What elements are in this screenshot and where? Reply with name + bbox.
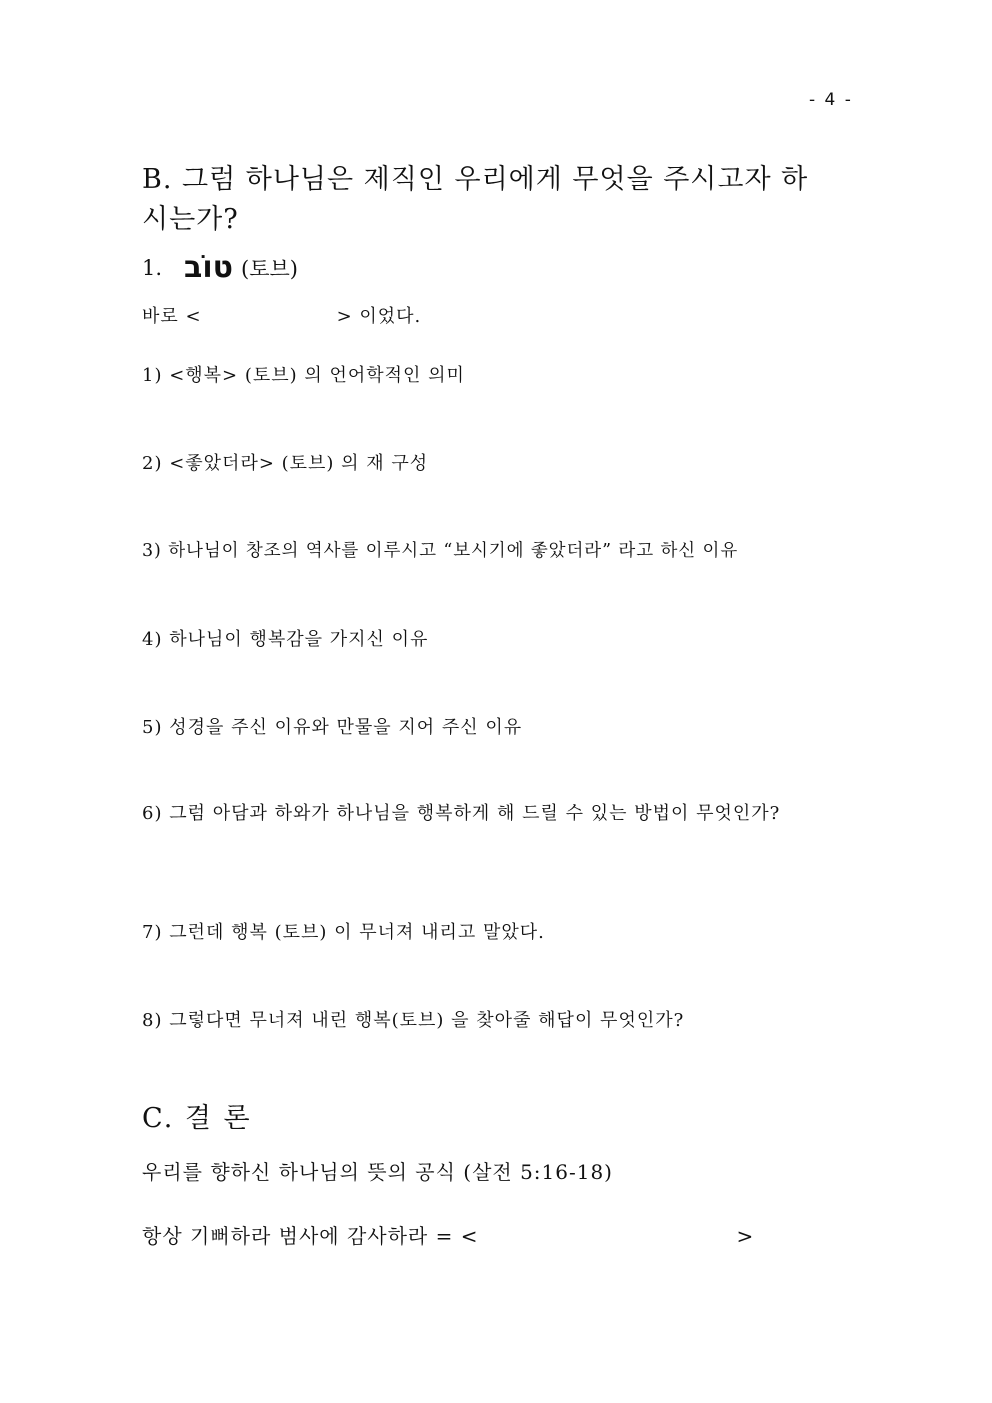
question-8: 8) 그렇다면 무너져 내린 행복(토브) 을 찾아줄 해답이 무엇인가? (142, 1010, 685, 1031)
formula-suffix: > (736, 1224, 755, 1248)
page-number: - 4 - (809, 90, 853, 110)
question-1: 1) <행복> (토브) 의 언어학적인 의미 (142, 365, 465, 386)
answer-line (142, 302, 421, 328)
question-2: 2) <좋았더라> (토브) 의 재 구성 (142, 453, 429, 474)
hebrew-word: טוֹב (184, 250, 234, 285)
formula-prefix: 항상 기뻐하라 범사에 감사하라 = < (142, 1224, 479, 1248)
question-6: 6) 그럼 아담과 하와가 하나님을 행복하게 해 드릴 수 있는 방법이 무엇인가? (142, 803, 781, 824)
subheading-1 (142, 250, 298, 285)
question-7: 7) 그런데 행복 (토브) 이 무너져 내리고 말았다. (142, 922, 545, 943)
answer-suffix: > 이었다. (336, 306, 422, 327)
question-3: 3) 하나님이 창조의 역사를 이루시고 “보시기에 좋았더라” 라고 하신 이유 (142, 541, 739, 561)
question-5: 5) 성경을 주신 이유와 만물을 지어 주신 이유 (142, 717, 523, 738)
formula-title: 우리를 향하신 하나님의 뜻의 공식 (살전 5:16-18) (142, 1160, 613, 1184)
section-b-heading: B. 그럼 하나님은 제직인 우리에게 무엇을 주시고자 하시는가? (142, 164, 809, 235)
answer-prefix: 바로 < (142, 306, 202, 327)
formula-line (142, 1220, 754, 1249)
subheading-number: 1. (142, 256, 163, 280)
section-c-heading: C. 결 론 (142, 1103, 252, 1134)
question-4: 4) 하나님이 행복감을 가지신 이유 (142, 629, 429, 650)
hebrew-reading: (토브) (241, 257, 298, 281)
